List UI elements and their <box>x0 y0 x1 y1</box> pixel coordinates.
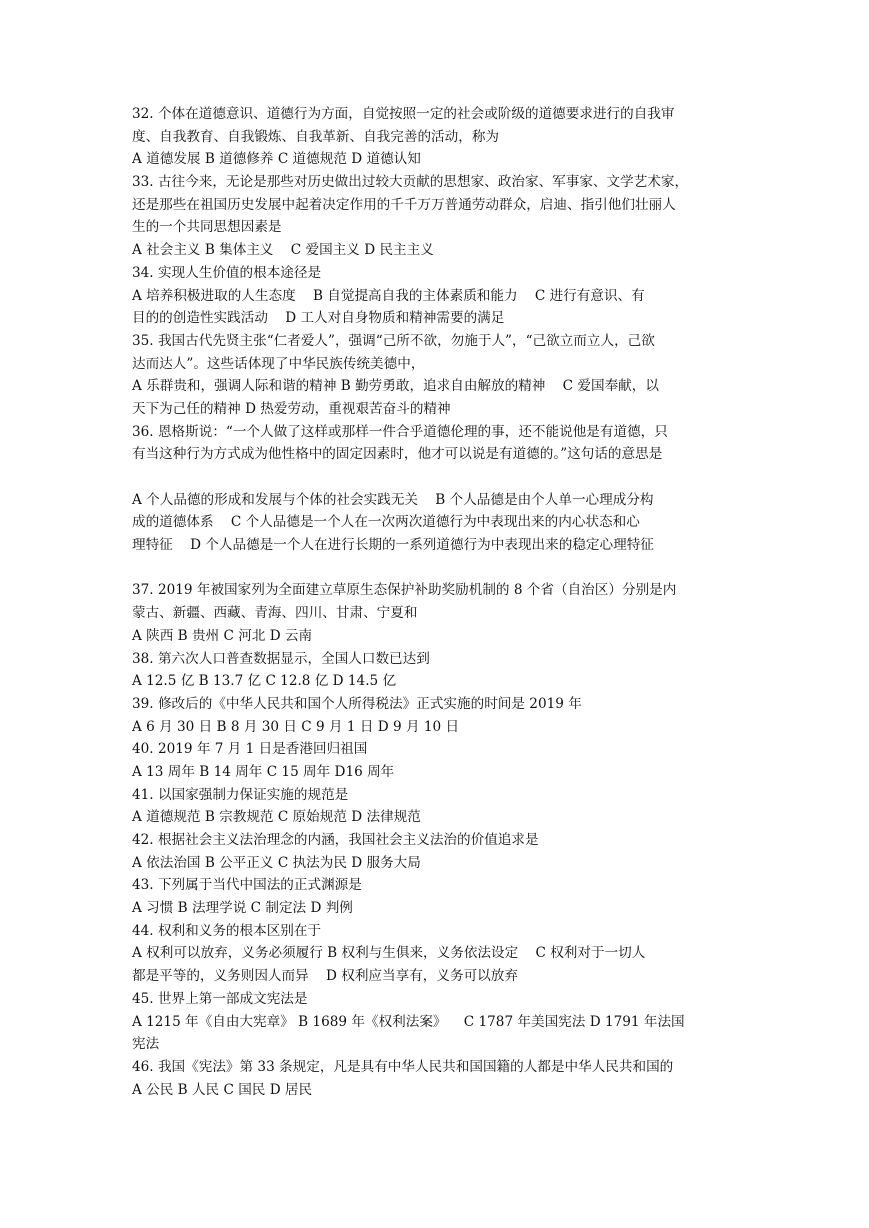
text-line: 都是平等的，义务则因人而异 D 权利应当享有，义务可以放弃 <box>132 968 518 985</box>
text-line: 39. 修改后的《中华人民共和国个人所得税法》正式实施的时间是 2019 年 <box>132 695 582 712</box>
text-line: 41. 以国家强制力保证实施的规范是 <box>132 786 349 803</box>
text-line: 成的道德体系 C 个人品德是一个人在一次两次道德行为中表现出来的内心状态和心 <box>132 514 640 531</box>
text-line: 有当这种行为方式成为他性格中的固定因素时，他才可以说是有道德的。”这句话的意思是 <box>132 446 663 463</box>
text-line: A 社会主义 B 集体主义 C 爱国主义 D 民主主义 <box>132 242 434 259</box>
text-line: 目的的创造性实践活动 D 工人对自身物质和精神需要的满足 <box>132 310 505 327</box>
text-line: A 陕西 B 贵州 C 河北 D 云南 <box>132 627 313 644</box>
text-line: 蒙古、新疆、西藏、青海、四川、甘肃、宁夏和 <box>132 605 418 622</box>
text-line: A 12.5 亿 B 13.7 亿 C 12.8 亿 D 14.5 亿 <box>132 673 397 690</box>
text-line: 42. 根据社会主义法治理念的内涵，我国社会主义法治的价值追求是 <box>132 832 539 848</box>
text-line: A 习惯 B 法理学说 C 制定法 D 判例 <box>132 900 353 917</box>
text-line: A 权利可以放弃，义务必须履行 B 权利与生俱来，义务依法设定 C 权利对于一切人 <box>132 945 646 962</box>
text-line: 32. 个体在道德意识、道德行为方面，自觉按照一定的社会或阶级的道德要求进行的自我审 <box>132 106 675 122</box>
text-line: 达而达人”。这些话体现了中华民族传统美德中， <box>132 355 425 372</box>
text-line: 宪法 <box>132 1036 160 1053</box>
text-line: A 个人品德的形成和发展与个体的社会实践无关 B 个人品德是由个人单一心理成分构 <box>132 491 654 508</box>
text-line: 天下为己任的精神 D 热爱劳动，重视艰苦奋斗的精神 <box>132 400 451 417</box>
text-line: 35. 我国古代先贤主张“仁者爱人”，强调“己所不欲，勿施于人”，“己欲立而立人，己欲 <box>132 332 655 349</box>
text-line: A 公民 B 人民 C 国民 D 居民 <box>132 1081 313 1098</box>
text-line: 36. 恩格斯说：“一个人做了这样或那样一件合乎道德伦理的事，还不能说他是有道德，只 <box>132 423 668 440</box>
text-line: 45. 世界上第一部成文宪法是 <box>132 990 308 1007</box>
text-line: 40. 2019 年 7 月 1 日是香港回归祖国 <box>132 741 368 758</box>
blank-line <box>132 557 740 580</box>
text-line: A 培养积极进取的人生态度 B 自觉提高自我的主体素质和能力 C 进行有意识、有 <box>132 287 645 304</box>
text-line: 还是那些在祖国历史发展中起着决定作用的千千万万普通劳动群众，启迪、指引他们壮丽人 <box>132 196 676 213</box>
document-page <box>132 103 740 1101</box>
text-line: 37. 2019 年被国家列为全面建立草原生态保护补助奖励机制的 8 个省（自治区）分别是内 <box>132 582 677 599</box>
text-line: A 道德规范 B 宗教规范 C 原始规范 D 法律规范 <box>132 809 421 826</box>
text-line: A 道德发展 B 道德修养 C 道德规范 D 道德认知 <box>132 151 421 168</box>
text-line: 生的一个共同思想因素是 <box>132 219 282 236</box>
text-line: 38. 第六次人口普查数据显示，全国人口数已达到 <box>132 650 430 667</box>
text-line: A 13 周年 B 14 周年 C 15 周年 D16 周年 <box>132 763 395 780</box>
text-line: A 依法治国 B 公平正义 C 执法为民 D 服务大局 <box>132 854 421 871</box>
text-line: 度、自我教育、自我锻炼、自我革新、自我完善的活动，称为 <box>132 128 500 145</box>
text-line: 33. 古往今来，无论是那些对历史做出过较大贡献的思想家、政治家、军事家、文学艺术家， <box>132 174 689 191</box>
text-line: 理特征 D 个人品德是一个人在进行长期的一系列道德行为中表现出来的稳定心理特征 <box>132 537 654 554</box>
text-line: A 1215 年《自由大宪章》 B 1689 年《权利法案》 C 1787 年美国宪法 D 1791 年法国 <box>132 1013 685 1030</box>
blank-line <box>132 466 740 489</box>
text-line: 34. 实现人生价值的根本途径是 <box>132 264 322 281</box>
text-line: A 乐群贵和，强调人际和谐的精神 B 勤劳勇敢，追求自由解放的精神 C 爱国奉献，以 <box>132 378 659 395</box>
text-line: 46. 我国《宪法》第 33 条规定，凡是具有中华人民共和国国籍的人都是中华人民共和国的 <box>132 1058 674 1075</box>
text-line: 43. 下列属于当代中国法的正式渊源是 <box>132 877 362 894</box>
text-line: 44. 权利和义务的根本区别在于 <box>132 922 322 939</box>
text-line: A 6 月 30 日 B 8 月 30 日 C 9 月 1 日 D 9 月 10 日 <box>132 718 460 735</box>
